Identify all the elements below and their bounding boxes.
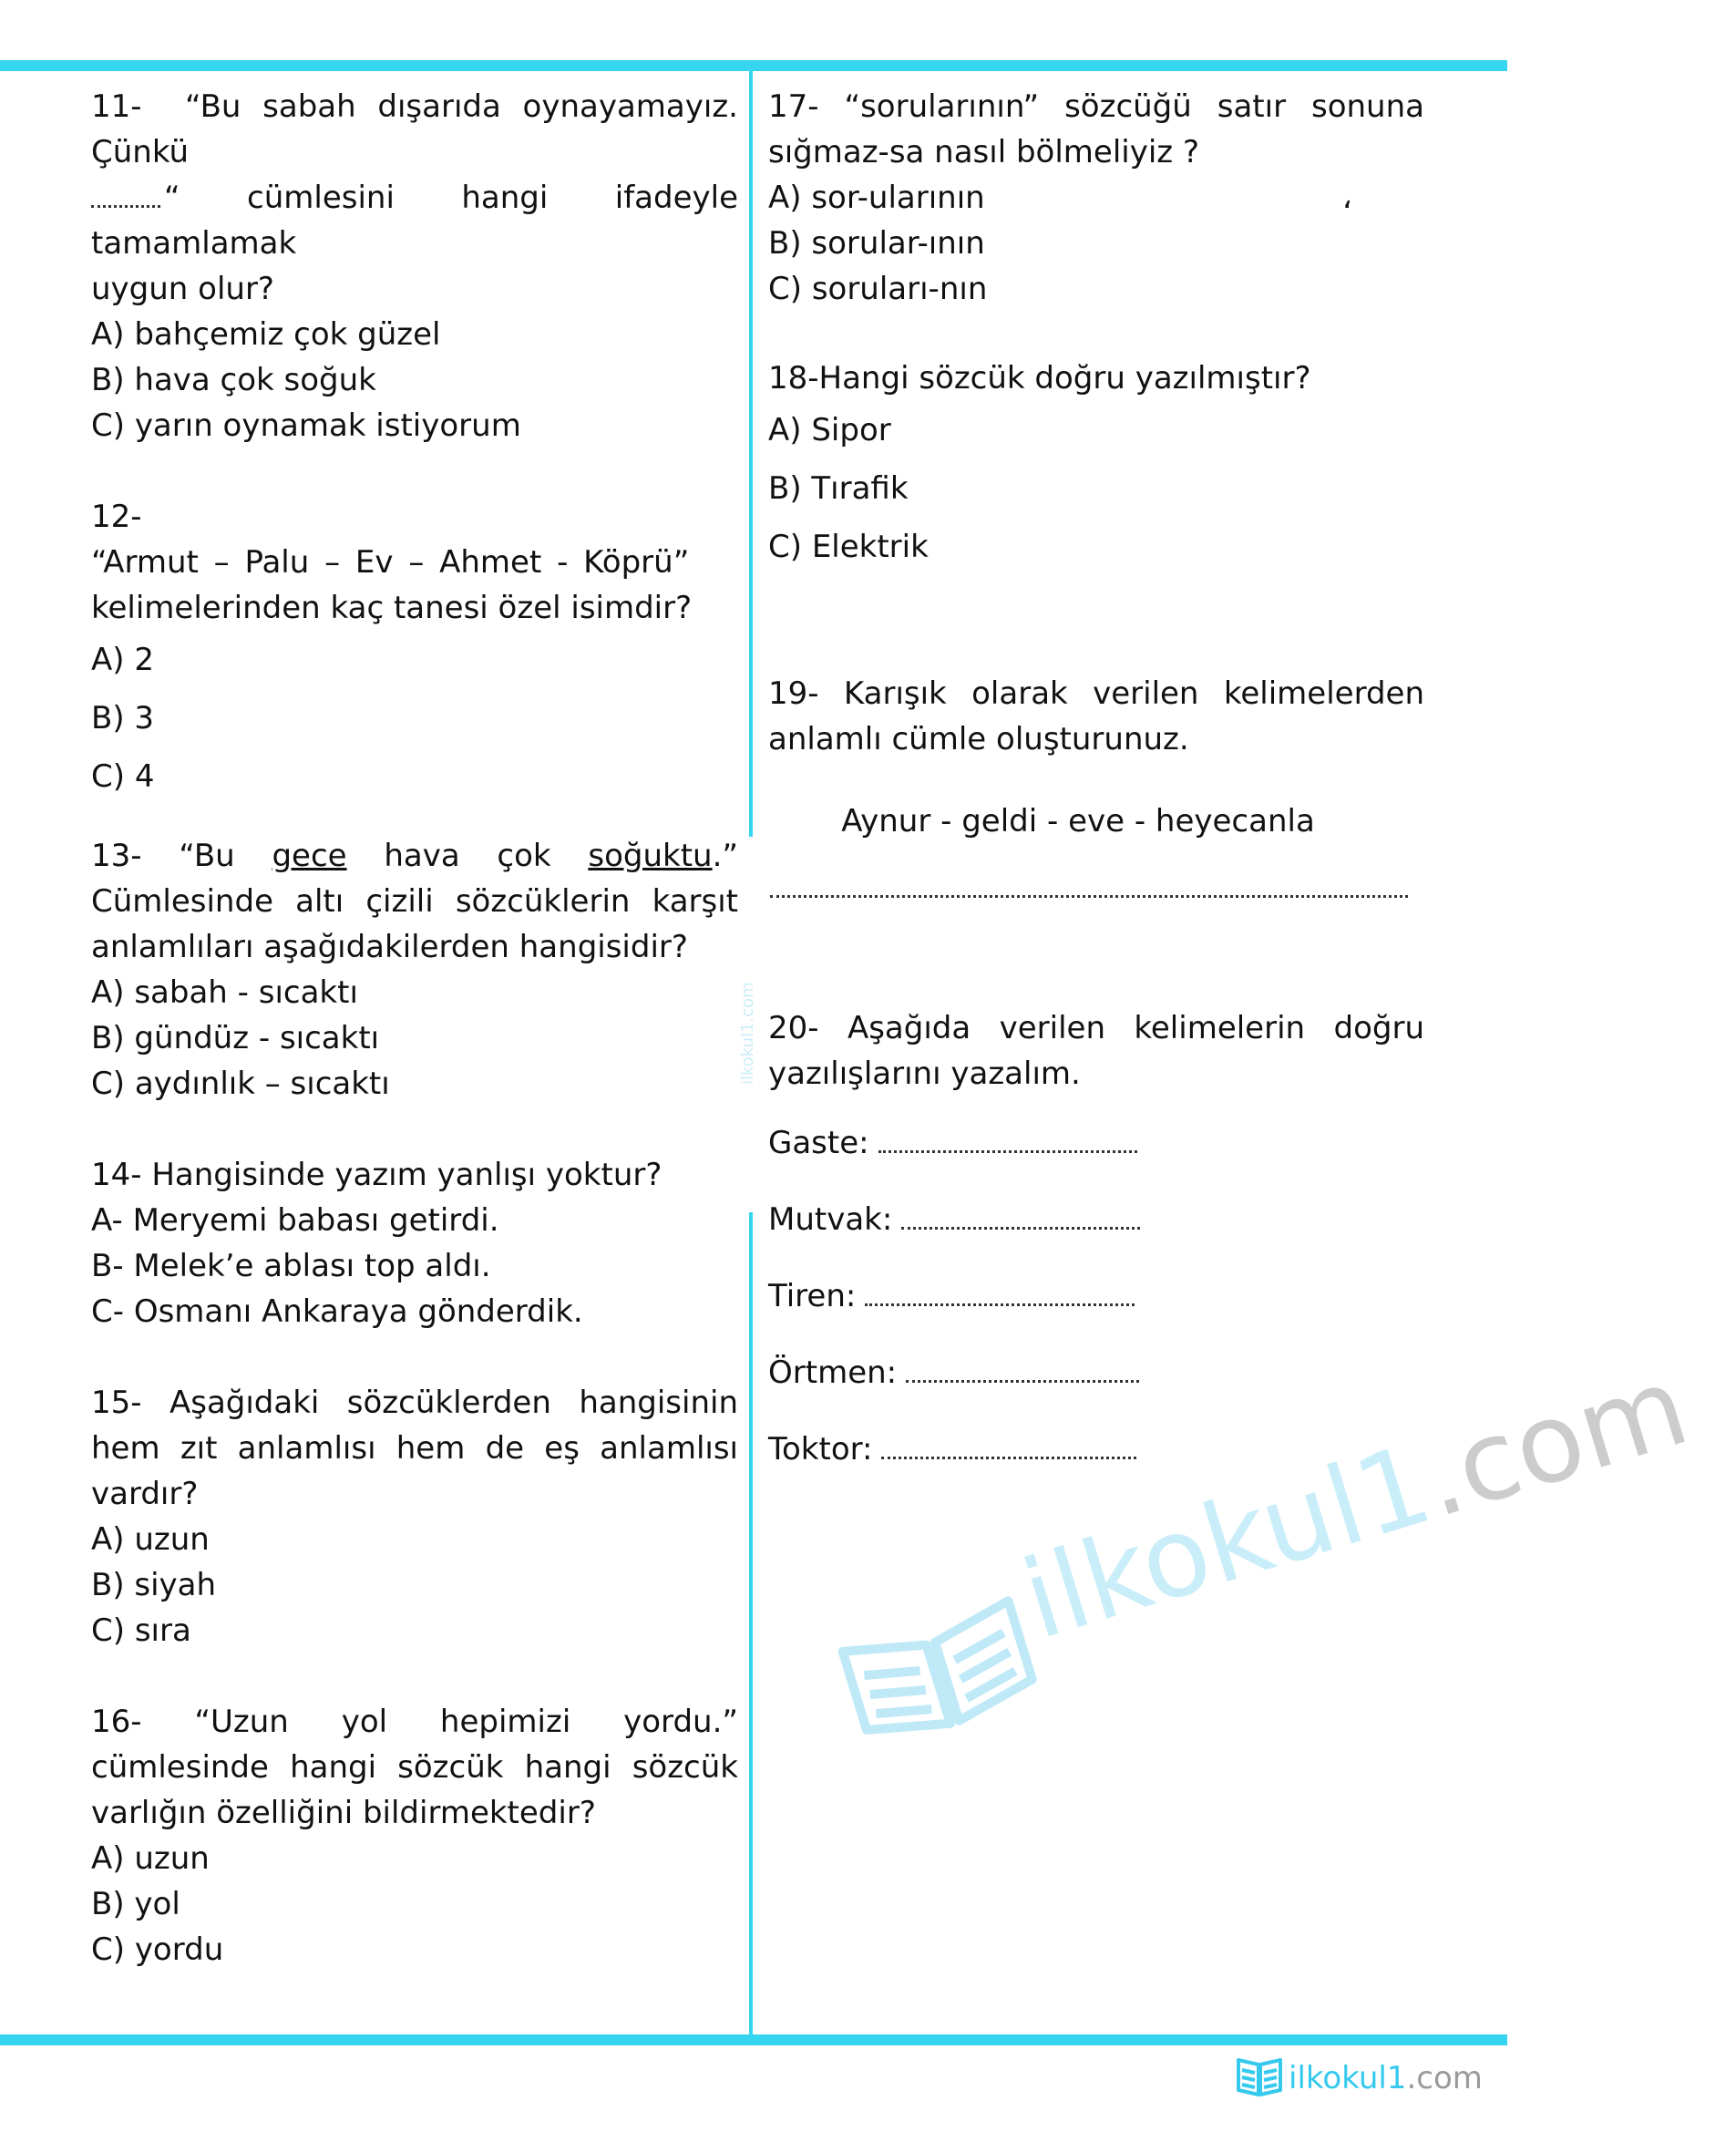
question-text: 20- Aşağıda verilen kelimelerin doğru yazılışlarını yazalım.	[768, 1010, 1424, 1092]
fill-blank[interactable]	[878, 1132, 1137, 1153]
fill-row-mutvak	[768, 1197, 1424, 1242]
option-c: C) 4	[91, 758, 155, 795]
question-11	[91, 84, 738, 448]
option-a: A) sabah - sıcaktı	[91, 974, 358, 1011]
option-b: B) yol	[91, 1886, 180, 1922]
question-text: 18-Hangi sözcük doğru yazılmıştır?	[768, 360, 1311, 397]
option-c: C) yarın oynamak istiyorum	[91, 407, 521, 444]
question-15	[91, 1380, 738, 1653]
book-icon	[826, 1572, 1049, 1759]
option-b: B) sorular-ının	[768, 225, 985, 262]
fill-label: Mutvak:	[768, 1201, 893, 1238]
option-c: C) sıra	[91, 1612, 191, 1649]
option-c: C) aydınlık – sıcaktı	[91, 1066, 390, 1102]
fill-row-gaste	[768, 1120, 1424, 1166]
fill-label: Gaste:	[768, 1125, 869, 1161]
scrambled-words: Aynur - geldi - eve - heyecanla	[841, 803, 1315, 839]
option-b: B- Melek’e ablası top aldı.	[91, 1248, 491, 1284]
option-b: B) 3	[91, 700, 155, 736]
option-c: C) Elektrik	[768, 529, 929, 565]
column-divider-lower	[749, 1212, 753, 2034]
question-text: uygun olur?	[91, 271, 274, 307]
fill-label: Toktor:	[768, 1431, 873, 1468]
option-b: B) siyah	[91, 1567, 217, 1603]
option-a: A) Sipor	[768, 412, 891, 448]
option-c: C) yordu	[91, 1931, 224, 1968]
fill-row-tiren	[768, 1273, 1424, 1319]
footer-logo-tld: .com	[1406, 2060, 1483, 2096]
question-text: 13- “Bu	[91, 838, 235, 874]
question-text: “ cümlesini hangi ifadeyle tamamlamak	[91, 180, 738, 262]
right-column	[768, 84, 1424, 1503]
question-text: 14- Hangisinde yazım yanlışı yoktur?	[91, 1157, 663, 1193]
option-a: A) 2	[91, 642, 154, 678]
question-text: .” Cümlesinde altı çizili sözcüklerin karşıt anlamlıları aşağıdakilerden hangisidir?	[91, 838, 738, 965]
fill-blank[interactable]	[901, 1209, 1140, 1230]
question-16	[91, 1699, 738, 1972]
question-text: “Bu sabah dışarıda oynayamayız. Çünkü	[91, 88, 738, 170]
bottom-accent-bar	[0, 2034, 1507, 2045]
option-a: A- Meryemi babası getirdi.	[91, 1202, 499, 1239]
question-number: 11-	[91, 88, 142, 125]
question-text: kelimelerinden kaç tanesi özel isimdir?	[91, 590, 693, 626]
option-a: A) uzun	[91, 1521, 210, 1558]
footer-logo-text: ilkokul1	[1289, 2060, 1407, 2096]
fill-label: Örtmen:	[768, 1354, 898, 1391]
question-text: 15- Aşağıdaki sözcüklerden hangisinin hem zıt anlamlısı hem de eş anlamlısı vardır?	[91, 1385, 738, 1512]
option-a: A) bahçemiz çok güzel	[91, 316, 441, 353]
column-divider-upper	[749, 71, 753, 837]
option-c: C- Osmanı Ankaraya gönderdik.	[91, 1293, 583, 1330]
watermark-text: ilkokul1	[1009, 1421, 1445, 1664]
question-19	[768, 671, 1424, 898]
book-icon	[1236, 2053, 1283, 2098]
question-number: 12-	[91, 499, 142, 535]
option-b: B) hava çok soğuk	[91, 362, 376, 398]
option-c: C) soruları-nın	[768, 271, 988, 307]
question-12	[91, 494, 738, 806]
underlined-word: gece	[272, 838, 347, 874]
fill-label: Tiren:	[768, 1278, 857, 1314]
question-13	[91, 833, 738, 1107]
blank-dots	[91, 183, 160, 208]
option-a: A) uzun	[91, 1840, 210, 1877]
question-17	[768, 84, 1424, 312]
question-text: hava çok	[384, 838, 551, 874]
side-watermark: ilkokul1.com	[738, 982, 757, 1085]
footer-logo[interactable]	[1236, 2053, 1483, 2104]
watermark-tld: .com	[1407, 1343, 1702, 1543]
option-a: A) sor-ularının	[768, 180, 985, 216]
question-text: 19- Karışık olarak verilen kelimelerden anlamlı cümle oluşturunuz.	[768, 675, 1424, 757]
fill-blank[interactable]	[865, 1285, 1135, 1306]
left-column	[91, 84, 738, 1972]
question-words: “Armut – Palu – Ev – Ahmet - Köprü”	[91, 544, 690, 581]
question-text: 17- “sorularının” sözcüğü satır sonuna sığmaz-sa nasıl bölmeliyiz ?	[768, 88, 1424, 170]
stray-mark: ،	[1341, 180, 1352, 216]
option-b: B) gündüz - sıcaktı	[91, 1020, 380, 1056]
underlined-word: soğuktu	[588, 838, 713, 874]
question-text: 16- “Uzun yol hepimizi yordu.” cümlesinde hangi sözcük hangi sözcük varlığın özelliğini bildirmektedir?	[91, 1704, 738, 1831]
fill-blank[interactable]	[881, 1438, 1136, 1459]
fill-blank[interactable]	[906, 1362, 1139, 1383]
question-18	[768, 355, 1424, 576]
question-14	[91, 1152, 738, 1334]
option-b: B) Tırafik	[768, 470, 909, 507]
top-accent-bar	[0, 60, 1507, 71]
